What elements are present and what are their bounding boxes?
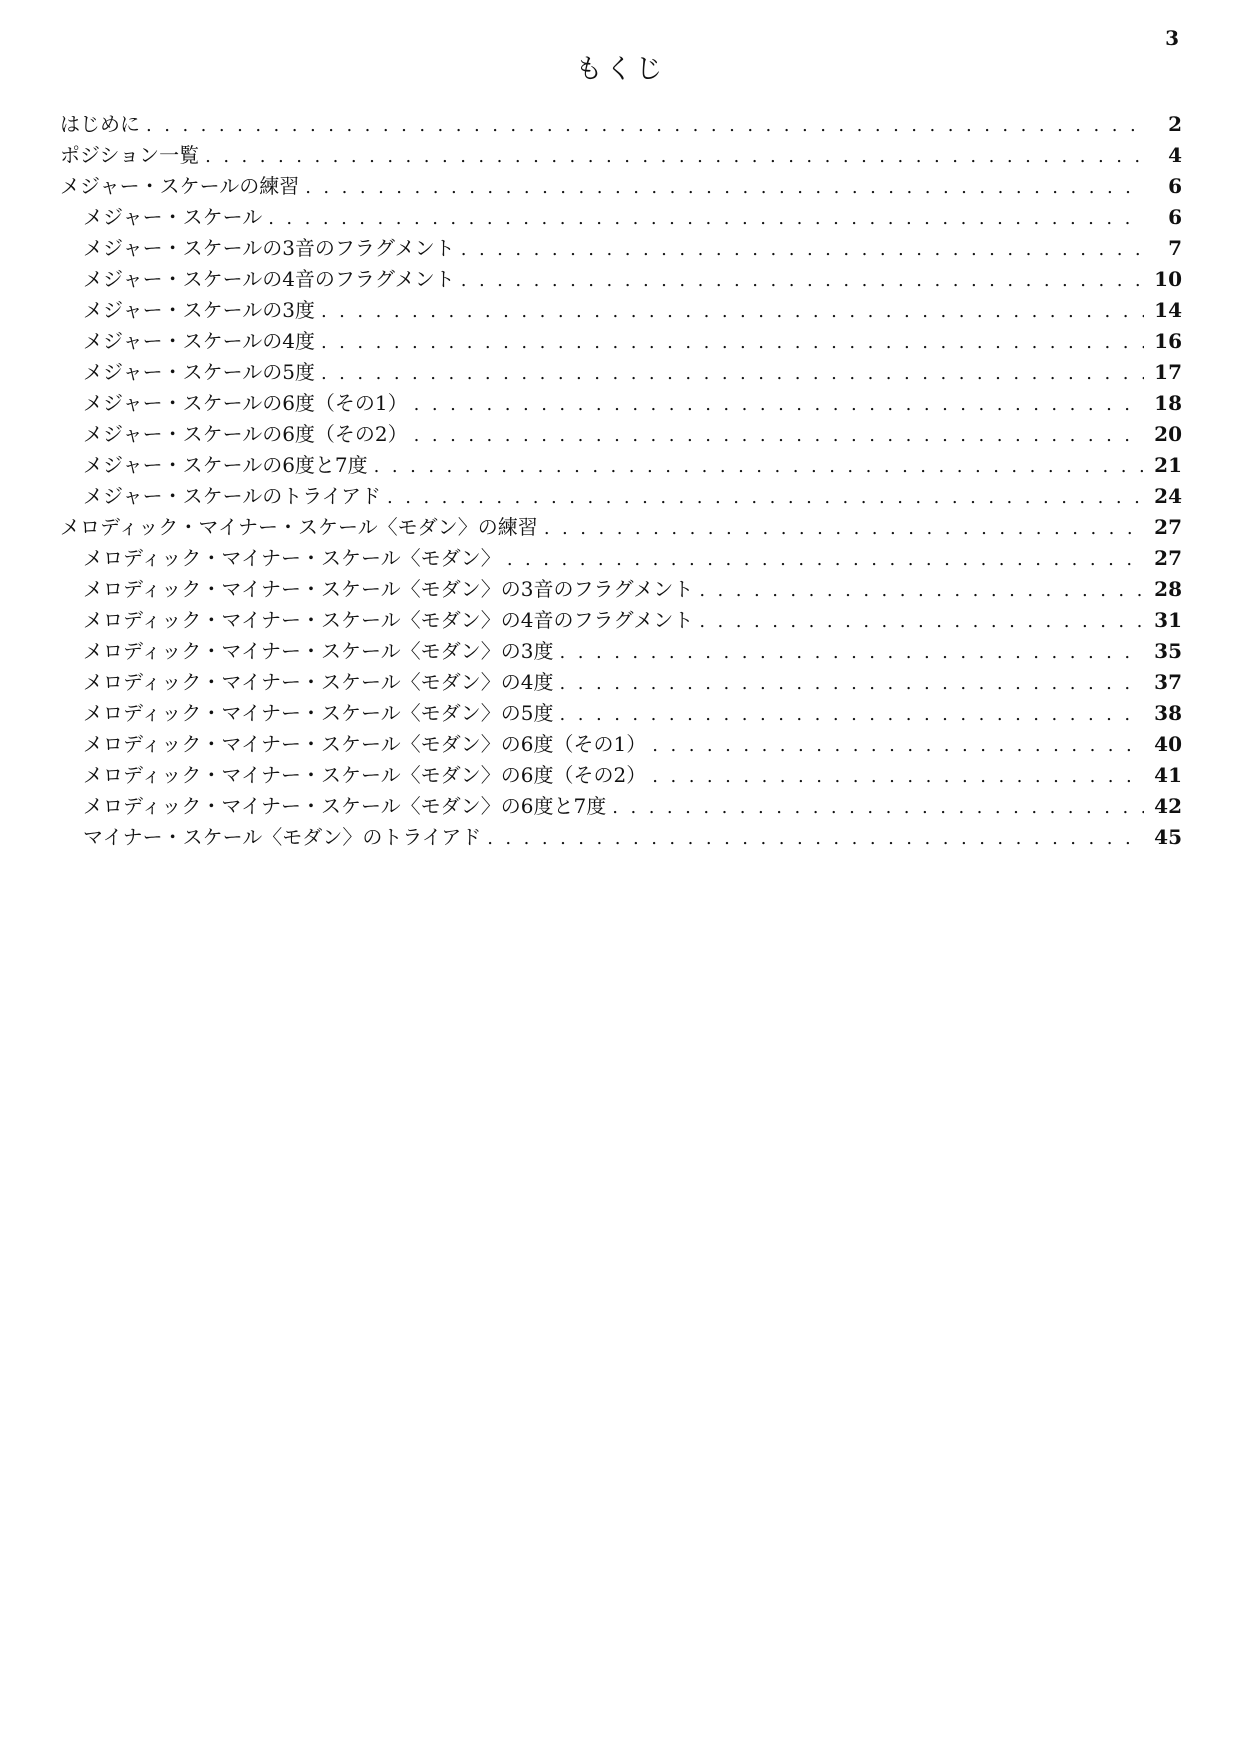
toc-subentry[interactable] (60, 698, 1182, 729)
toc-entry-page: 14 (1154, 298, 1182, 322)
toc-entry-page: 21 (1154, 453, 1182, 477)
toc-dot-leader (544, 513, 1144, 544)
toc-entry-page: 41 (1154, 763, 1182, 787)
toc-entry[interactable] (60, 109, 1182, 140)
toc-entry-label: はじめに (60, 112, 140, 136)
toc-dot-leader (461, 265, 1144, 296)
toc-entry-label: メジャー・スケールの6度（その1） (83, 391, 408, 415)
toc-subentry[interactable] (60, 574, 1182, 605)
toc-subentry[interactable] (60, 605, 1182, 636)
toc-entry-page: 6 (1168, 205, 1182, 229)
toc-entry-label: メロディック・マイナー・スケール〈モダン〉の6度（その1） (83, 732, 647, 756)
toc-entry-label: メロディック・マイナー・スケール〈モダン〉の4度 (83, 670, 554, 694)
toc-entry-page: 17 (1154, 360, 1182, 384)
toc-entry-label: メジャー・スケールの5度 (83, 360, 315, 384)
toc-entry-label: メロディック・マイナー・スケール〈モダン〉の6度（その2） (83, 763, 647, 787)
toc-subentry[interactable] (60, 760, 1182, 791)
toc-entry-page: 35 (1154, 639, 1182, 663)
toc-entry-page: 24 (1154, 484, 1182, 508)
toc-entry-page: 38 (1154, 701, 1182, 725)
toc-dot-leader (461, 234, 1144, 265)
toc-dot-leader (652, 730, 1144, 761)
toc-entry-label: メジャー・スケールの練習 (60, 174, 300, 198)
toc-entry-page: 20 (1154, 422, 1182, 446)
toc-entry-page: 37 (1154, 670, 1182, 694)
toc-entry-page: 2 (1168, 112, 1182, 136)
toc-entry-page: 10 (1154, 267, 1182, 291)
toc-entry[interactable] (60, 171, 1182, 202)
toc-subentry[interactable] (60, 264, 1182, 295)
toc-subentry[interactable] (60, 729, 1182, 760)
toc-entry[interactable] (60, 512, 1182, 543)
toc-dot-leader (699, 575, 1144, 606)
toc-dot-leader (560, 699, 1144, 730)
toc-entry-page: 40 (1154, 732, 1182, 756)
toc-entry-page: 18 (1154, 391, 1182, 415)
toc-dot-leader (414, 389, 1144, 420)
toc-entry-label: メロディック・マイナー・スケール〈モダン〉の3音のフラグメント (83, 577, 694, 601)
toc-dot-leader (560, 637, 1144, 668)
toc-entry-page: 28 (1154, 577, 1182, 601)
toc-dot-leader (387, 482, 1144, 513)
toc-subentry[interactable] (60, 388, 1182, 419)
toc-dot-leader (652, 761, 1144, 792)
toc-dot-leader (612, 792, 1144, 823)
toc-subentry[interactable] (60, 295, 1182, 326)
toc-entry-label: メロディック・マイナー・スケール〈モダン〉の練習 (60, 515, 538, 539)
toc-subentry[interactable] (60, 357, 1182, 388)
toc-entry-label: マイナー・スケール〈モダン〉のトライアド (83, 825, 482, 849)
toc-entry-label: メジャー・スケールの3音のフラグメント (83, 236, 455, 260)
toc-subentry[interactable] (60, 481, 1182, 512)
toc-entry-label: メロディック・マイナー・スケール〈モダン〉の4音のフラグメント (83, 608, 694, 632)
toc-dot-leader (374, 451, 1144, 482)
toc-entry-page: 7 (1168, 236, 1182, 260)
toc-entry-label: メロディック・マイナー・スケール〈モダン〉の5度 (83, 701, 554, 725)
toc-subentry[interactable] (60, 233, 1182, 264)
toc-subentry[interactable] (60, 202, 1182, 233)
toc-dot-leader (321, 358, 1144, 389)
toc-dot-leader (321, 327, 1144, 358)
toc-subentry[interactable] (60, 636, 1182, 667)
toc-entry-label: メジャー・スケールの4音のフラグメント (83, 267, 455, 291)
toc-entry-page: 31 (1154, 608, 1182, 632)
toc-entry-label: メロディック・マイナー・スケール〈モダン〉 (83, 546, 501, 570)
toc-subentry[interactable] (60, 791, 1182, 822)
toc-entry-page: 27 (1154, 515, 1182, 539)
toc-subentry[interactable] (60, 667, 1182, 698)
toc-dot-leader (268, 203, 1144, 234)
toc-subentry[interactable] (60, 543, 1182, 574)
toc-entry-page: 4 (1168, 143, 1182, 167)
toc-entry-label: メジャー・スケールの4度 (83, 329, 315, 353)
toc-dot-leader (205, 141, 1144, 172)
toc-dot-leader (305, 172, 1144, 203)
toc-entry-label: メジャー・スケールの6度と7度 (83, 453, 368, 477)
toc-dot-leader (560, 668, 1144, 699)
toc-entry-label: メジャー・スケール (83, 205, 263, 229)
toc-subentry[interactable] (60, 450, 1182, 481)
toc-subentry[interactable] (60, 326, 1182, 357)
toc-entry-page: 27 (1154, 546, 1182, 570)
toc-entry-page: 42 (1154, 794, 1182, 818)
toc-entry-label: メジャー・スケールのトライアド (83, 484, 381, 508)
toc-entry-label: メジャー・スケールの6度（その2） (83, 422, 408, 446)
toc-entry[interactable] (60, 140, 1182, 171)
toc-dot-leader (146, 110, 1144, 141)
toc-dot-leader (321, 296, 1144, 327)
toc-entry-page: 45 (1154, 825, 1182, 849)
toc-subentry[interactable] (60, 822, 1182, 853)
toc-entry-page: 16 (1154, 329, 1182, 353)
toc-subentry[interactable] (60, 419, 1182, 450)
toc-dot-leader (414, 420, 1144, 451)
toc-entry-label: メロディック・マイナー・スケール〈モダン〉の6度と7度 (83, 794, 607, 818)
toc-entry-label: メジャー・スケールの3度 (83, 298, 315, 322)
page-number: 3 (1165, 26, 1179, 50)
toc-dot-leader (507, 544, 1144, 575)
toc-entry-page: 6 (1168, 174, 1182, 198)
page-title: もくじ (575, 54, 666, 85)
table-of-contents (60, 109, 1182, 853)
toc-entry-label: メロディック・マイナー・スケール〈モダン〉の3度 (83, 639, 554, 663)
toc-entry-label: ポジション一覧 (60, 143, 200, 167)
toc-dot-leader (699, 606, 1144, 637)
toc-dot-leader (487, 823, 1144, 854)
